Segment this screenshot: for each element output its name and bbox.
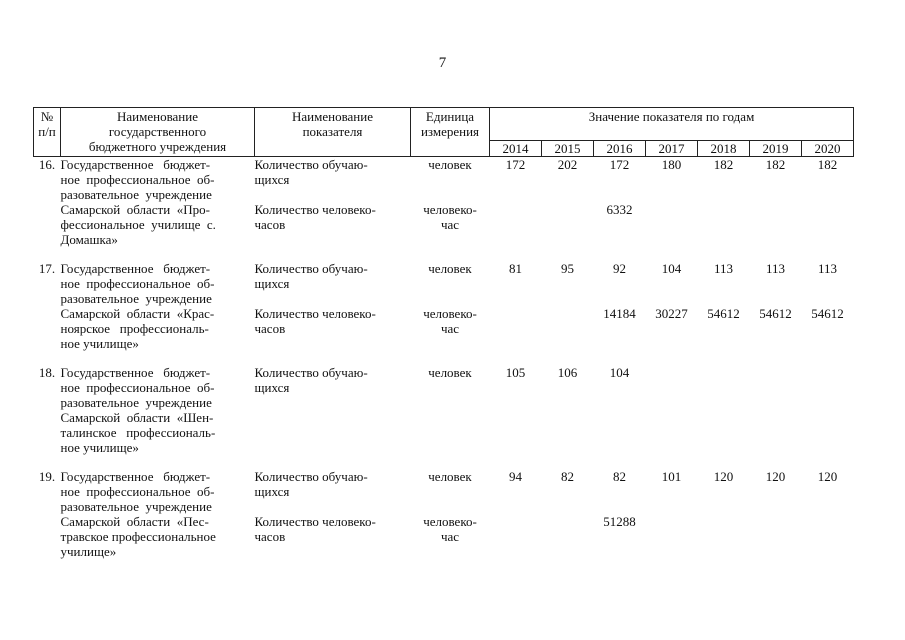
unit-of-measure: человеко- час xyxy=(423,202,477,232)
institution-name: Государственное бюджет- ное профессиональное об- разовательное учреждение Самарской области «Про- фессиональное училище с. Домашка» xyxy=(60,157,216,247)
indicator-value xyxy=(802,365,854,395)
indicator-value: 182 xyxy=(713,157,734,172)
value-cell xyxy=(542,365,594,469)
value-cell xyxy=(594,469,646,573)
unit-of-measure: человек xyxy=(428,469,472,484)
indicator-value: 51288 xyxy=(603,514,636,529)
value-cell xyxy=(594,365,646,469)
indicator-value xyxy=(646,514,698,544)
indicator-value xyxy=(490,202,542,232)
table-header xyxy=(34,108,854,157)
unit-of-measure: человек xyxy=(428,157,472,172)
institution-name: Государственное бюджет- ное профессиональное об- разовательное учреждение Самарской области «Крас- ноярское профессиональ- ное училище» xyxy=(60,261,215,351)
indicator-cell xyxy=(255,365,411,469)
header-year: 2017 xyxy=(646,141,698,157)
indicator-value: 82 xyxy=(561,469,574,484)
unit-of-measure: человек xyxy=(428,261,472,276)
indicator-name: Количество обучаю- щихся xyxy=(254,469,368,499)
indicator-name: Количество человеко- часов xyxy=(254,514,376,544)
indicator-value: 105 xyxy=(505,365,526,380)
indicator-value: 14184 xyxy=(603,306,636,321)
indicator-value: 182 xyxy=(817,157,838,172)
value-cell xyxy=(490,365,542,469)
page-number: 7 xyxy=(438,55,447,71)
table-row xyxy=(34,261,854,365)
header-values-title: Значение показателя по годам xyxy=(490,108,854,141)
indicator-value: 180 xyxy=(661,157,682,172)
institution-name: Государственное бюджет- ное профессиональное об- разовательное учреждение Самарской области «Пес- травское профессиональное училище» xyxy=(60,469,216,559)
value-cell xyxy=(750,365,802,469)
header-year: 2014 xyxy=(490,141,542,157)
indicator-value xyxy=(698,365,750,395)
indicator-value xyxy=(646,202,698,232)
value-cell xyxy=(750,157,802,262)
table-body xyxy=(34,157,854,574)
header-year: 2016 xyxy=(594,141,646,157)
indicator-value: 82 xyxy=(613,469,626,484)
header-institution: Наименование государственного бюджетного учреждения xyxy=(61,108,255,157)
indicator-name: Количество человеко- часов xyxy=(254,306,376,336)
value-cell xyxy=(542,261,594,365)
unit-of-measure: человеко- час xyxy=(423,514,477,544)
value-cell xyxy=(646,469,698,573)
value-cell xyxy=(646,261,698,365)
value-cell xyxy=(802,261,854,365)
header-year: 2019 xyxy=(750,141,802,157)
indicator-value: 30227 xyxy=(655,306,688,321)
unit-of-measure: человек xyxy=(428,365,472,380)
row-number: 19. xyxy=(38,469,56,484)
indicator-value xyxy=(802,514,854,544)
table-row xyxy=(34,365,854,469)
indicator-value: 104 xyxy=(661,261,682,276)
value-cell xyxy=(490,261,542,365)
unit-cell xyxy=(411,365,490,469)
indicator-value: 101 xyxy=(661,469,682,484)
value-cell xyxy=(698,261,750,365)
indicator-value xyxy=(750,202,802,232)
header-indicator: Наименование показателя xyxy=(255,108,411,157)
indicator-value: 113 xyxy=(713,261,734,276)
value-cell xyxy=(750,261,802,365)
indicator-value: 120 xyxy=(713,469,734,484)
indicator-value xyxy=(490,306,542,336)
indicator-value: 172 xyxy=(505,157,526,172)
value-cell xyxy=(594,261,646,365)
indicator-value: 54612 xyxy=(707,306,740,321)
value-cell xyxy=(698,157,750,262)
indicator-value: 94 xyxy=(509,469,522,484)
table-row xyxy=(34,469,854,573)
value-cell xyxy=(698,365,750,469)
indicator-value: 202 xyxy=(557,157,578,172)
row-number: 18. xyxy=(38,365,56,380)
indicator-cell xyxy=(255,157,411,262)
value-cell xyxy=(594,157,646,262)
indicator-value: 92 xyxy=(613,261,626,276)
value-cell xyxy=(542,469,594,573)
row-number: 17. xyxy=(38,261,56,276)
indicator-value: 172 xyxy=(609,157,630,172)
indicator-name: Количество обучаю- щихся xyxy=(254,365,368,395)
indicator-name: Количество человеко- часов xyxy=(254,202,376,232)
indicator-value xyxy=(698,202,750,232)
value-cell xyxy=(698,469,750,573)
indicator-value: 81 xyxy=(509,261,522,276)
unit-cell xyxy=(411,261,490,365)
value-cell xyxy=(542,157,594,262)
value-cell xyxy=(750,469,802,573)
institution-name: Государственное бюджет- ное профессиональное об- разовательное учреждение Самарской области «Шен- талинское профессиональ- ное училище» xyxy=(60,365,216,455)
value-cell xyxy=(646,157,698,262)
unit-cell xyxy=(411,157,490,262)
indicator-value: 54612 xyxy=(759,306,792,321)
table-row xyxy=(34,157,854,262)
indicator-value: 120 xyxy=(765,469,786,484)
row-number: 16. xyxy=(38,157,56,172)
indicator-value xyxy=(802,202,854,232)
indicator-value xyxy=(542,306,594,336)
indicator-value: 182 xyxy=(765,157,786,172)
value-cell xyxy=(802,157,854,262)
unit-of-measure: человеко- час xyxy=(423,306,477,336)
value-cell xyxy=(490,157,542,262)
indicators-table xyxy=(33,107,854,573)
value-cell xyxy=(490,469,542,573)
value-cell xyxy=(802,469,854,573)
value-cell xyxy=(646,365,698,469)
indicator-value: 54612 xyxy=(811,306,844,321)
indicator-name: Количество обучаю- щихся xyxy=(254,261,368,291)
indicator-value: 6332 xyxy=(606,202,633,217)
indicator-value xyxy=(490,514,542,544)
header-num: № п/п xyxy=(34,108,61,157)
indicator-value: 95 xyxy=(561,261,574,276)
indicator-cell xyxy=(255,469,411,573)
indicator-value xyxy=(646,365,698,395)
indicator-value xyxy=(750,365,802,395)
indicator-value: 120 xyxy=(817,469,838,484)
indicator-value xyxy=(542,514,594,544)
header-year: 2015 xyxy=(542,141,594,157)
indicator-value: 113 xyxy=(818,261,838,276)
header-unit: Единица измерения xyxy=(411,108,490,157)
indicator-value: 113 xyxy=(765,261,786,276)
indicator-value xyxy=(698,514,750,544)
indicator-value xyxy=(542,202,594,232)
unit-cell xyxy=(411,469,490,573)
value-cell xyxy=(802,365,854,469)
indicator-value xyxy=(750,514,802,544)
indicator-value: 106 xyxy=(557,365,578,380)
indicator-cell xyxy=(255,261,411,365)
header-year: 2018 xyxy=(698,141,750,157)
header-year: 2020 xyxy=(802,141,854,157)
indicator-value: 104 xyxy=(609,365,630,380)
indicator-name: Количество обучаю- щихся xyxy=(254,157,368,187)
